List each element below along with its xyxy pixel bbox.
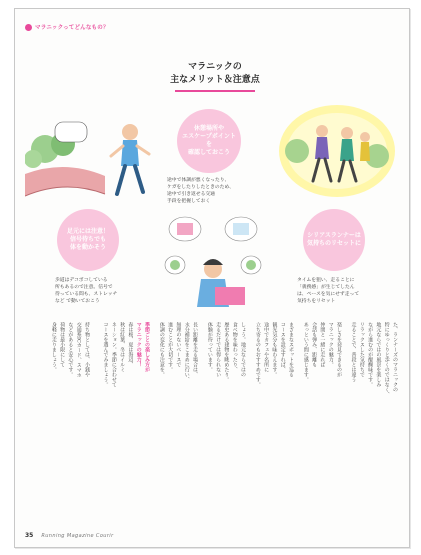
- desc-line: 気持ちをリセット: [297, 299, 336, 304]
- bubble-text-line: 休憩場所や: [193, 125, 224, 132]
- body-line: 無理のないペースで: [175, 322, 182, 367]
- body-line: 特にゆっくりと歩くのではなく、: [383, 322, 390, 397]
- desc-line: 歩道はデコボコしている: [55, 278, 108, 283]
- title-underline: [175, 90, 255, 92]
- subheading: マラニックの魅力！: [135, 322, 142, 367]
- subheading: 季節ごとの楽しみ方が: [144, 322, 150, 372]
- body-line: 仲間と一緒に走れば: [319, 322, 326, 367]
- body-line: 長い距離を走る場合は、: [192, 322, 198, 377]
- desc-line: ケガをしたりしたときのため、: [167, 185, 234, 190]
- body-line: しょう。地元ならではの: [240, 322, 246, 377]
- body-line: まざまなスポットを巡る: [288, 322, 294, 377]
- body-line: 春は桜、夏は海辺、: [127, 322, 134, 367]
- body-line: コースを設定すれば、: [279, 322, 286, 372]
- serious-runner-description: [297, 277, 359, 305]
- desc-line: 「義務感」が生じてしたん: [297, 285, 355, 290]
- desc-line: 手段を把握しておく: [167, 199, 211, 204]
- body-column: [158, 322, 199, 522]
- body-line: 途中でカフェや名所に: [263, 322, 270, 372]
- runner-on-bridge-illustration: [25, 104, 160, 214]
- body-column-with-heading: [101, 322, 151, 522]
- magazine-name: Running Magazine Courir: [41, 532, 114, 539]
- body-line: マラニックの魅力。: [327, 322, 334, 367]
- article-body: [27, 322, 399, 532]
- body-line: 会話も弾み、距離も: [311, 322, 318, 367]
- desc-line: 途中で引き返せる交通: [167, 192, 215, 197]
- body-line: 秋は紅葉、冬はイルミ: [119, 322, 126, 372]
- body-line: などがあると安心です。: [67, 322, 74, 377]
- magazine-page: [14, 8, 410, 548]
- body-column: [206, 322, 247, 522]
- title-line-1: マラニックの: [188, 62, 242, 72]
- serious-runner-bubble: [303, 209, 365, 271]
- section-kicker: [25, 23, 109, 31]
- desc-line: 途中で体調が悪くなったり、: [167, 178, 230, 183]
- body-line: リラックスした気持ちで: [358, 322, 365, 377]
- body-line: 食べ物を味わったり、: [231, 322, 238, 372]
- body-line: あっという間に感じます。: [302, 322, 309, 382]
- body-line: 立ち寄るのもおすすめです。: [254, 322, 261, 387]
- body-column: [349, 322, 399, 522]
- body-line: 体調の変化にも注意を。: [158, 322, 165, 377]
- woman-laptop-illustration: [163, 207, 263, 317]
- bubble-text-line: 足元には注意！: [66, 228, 109, 235]
- body-column: [50, 322, 91, 522]
- bubble-text-line: 信号待ちでも: [70, 236, 106, 243]
- body-column: [302, 322, 343, 522]
- body-line: 走ることで、普段とは違う: [350, 322, 357, 382]
- bubble-text-line: 確認しておこう: [187, 149, 230, 156]
- body-line: 交通系ICカード、スマホ: [75, 322, 82, 378]
- title-line-2: 主なメリット＆注意点: [170, 75, 260, 85]
- kicker-dot-icon: [25, 24, 32, 31]
- body-line: 持ち物としては、小銭や: [84, 322, 90, 377]
- signal-description: [55, 277, 117, 305]
- desc-line: は、ペースを気にせず走って: [297, 292, 360, 297]
- body-line: ネーション。季節に合わせて: [110, 322, 117, 387]
- bubble-text-line: シリアスランナーは: [307, 232, 361, 239]
- body-line: 水分補給をこまめに行い、: [183, 322, 190, 382]
- page-number: 35: [25, 532, 34, 539]
- body-line: 楽しさを発見できるのが: [336, 322, 342, 377]
- bubble-text-line: 体を動かそう: [69, 244, 106, 251]
- desc-line: タイムを狙い、走ることに: [297, 278, 355, 283]
- body-line: た、ランナーズのマラニックの: [392, 322, 398, 392]
- bubble-text-line: エスケープポイントを: [182, 133, 236, 148]
- rest-point-bubble: [177, 109, 241, 173]
- body-line: 歴史ある建物を眺めたり。: [223, 322, 230, 382]
- body-column: [254, 322, 295, 522]
- body-line: 身軽に走りましょう。: [50, 322, 57, 372]
- body-line: 体験が待っています。: [206, 322, 213, 372]
- body-line: 観光気分も味わえます。: [271, 322, 278, 377]
- desc-line: 待っている間も、ストレッチ: [55, 292, 118, 297]
- desc-line: など で動いておこう: [55, 299, 100, 304]
- runners-group-illustration: [277, 101, 397, 201]
- page-footer: [25, 532, 114, 539]
- body-line: 走るだけでは得られない: [215, 322, 222, 377]
- article-title: [160, 61, 270, 92]
- body-line: コースを選んでみましょう。: [102, 322, 109, 387]
- bubble-text-line: 気持ちのリセットに: [307, 240, 361, 247]
- desc-line: 所もあるので注意。信号で: [55, 285, 113, 290]
- rest-point-description: [167, 177, 234, 205]
- body-line: 地元ならではの風景を楽しみ: [375, 322, 382, 387]
- signal-bubble: [57, 209, 119, 271]
- body-line: ながら進むのが醍醐味です。: [367, 322, 374, 387]
- body-line: 荷物は最小限にして: [59, 322, 66, 367]
- body-line: 進むことが大切です。: [167, 322, 174, 372]
- kicker-text: マラニックってどんなもの？: [35, 25, 109, 31]
